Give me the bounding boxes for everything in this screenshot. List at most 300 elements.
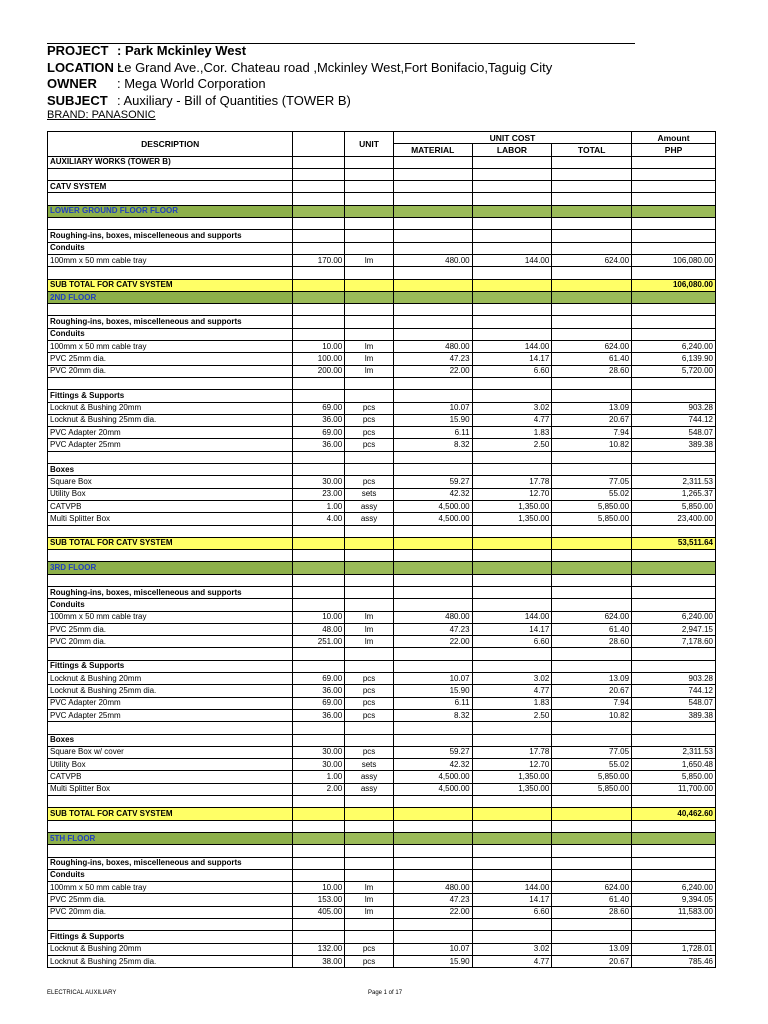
table-row	[48, 341, 716, 353]
cell-amount: 1,728.01	[632, 943, 716, 955]
cell-labor-cost	[472, 304, 552, 316]
cell-description: Multi Splitter Box	[48, 513, 293, 525]
owner-value: : Mega World Corporation	[117, 76, 266, 91]
cell-labor-cost	[472, 181, 552, 193]
cell-quantity	[293, 562, 345, 574]
cell-material-cost: 4,500.00	[393, 513, 472, 525]
cell-quantity: 1.00	[293, 771, 345, 783]
cell-description: Locknut & Bushing 20mm	[48, 943, 293, 955]
cell-labor-cost	[472, 328, 552, 340]
cell-total-cost: 5,850.00	[552, 500, 632, 512]
blank-row	[48, 919, 716, 931]
cell-unit	[345, 316, 394, 328]
subtotal-row	[48, 537, 716, 549]
cell-labor-cost	[472, 377, 552, 389]
cell-description: Locknut & Bushing 25mm dia.	[48, 955, 293, 967]
cell-quantity	[293, 377, 345, 389]
table-row	[48, 439, 716, 451]
table-row	[48, 402, 716, 414]
cell-material-cost: 4,500.00	[393, 500, 472, 512]
cell-description: CATVPB	[48, 500, 293, 512]
group-label-row	[48, 390, 716, 402]
cell-labor-cost	[472, 279, 552, 291]
cell-total-cost	[552, 279, 632, 291]
cell-labor-cost: 1.83	[472, 697, 552, 709]
cell-material-cost: 22.00	[393, 365, 472, 377]
cell-amount: 53,511.64	[632, 537, 716, 549]
cell-total-cost: 5,850.00	[552, 783, 632, 795]
cell-amount	[632, 242, 716, 254]
cell-labor-cost	[472, 316, 552, 328]
footer-page: Page 1 of 17	[368, 990, 403, 996]
cell-total-cost: 5,850.00	[552, 771, 632, 783]
cell-material-cost: 480.00	[393, 341, 472, 353]
cell-total-cost: 55.02	[552, 488, 632, 500]
cell-total-cost: 20.67	[552, 414, 632, 426]
cell-description: Fittings & Supports	[48, 390, 293, 402]
cell-amount	[632, 796, 716, 808]
group-label-row	[48, 599, 716, 611]
cell-total-cost: 77.05	[552, 746, 632, 758]
cell-material-cost	[393, 808, 472, 820]
cell-material-cost	[393, 451, 472, 463]
cell-amount: 6,240.00	[632, 341, 716, 353]
cell-material-cost	[393, 193, 472, 205]
cell-quantity	[293, 451, 345, 463]
group-label-row	[48, 316, 716, 328]
cell-description	[48, 796, 293, 808]
cell-description: PVC 20mm dia.	[48, 365, 293, 377]
cell-material-cost	[393, 820, 472, 832]
cell-labor-cost	[472, 931, 552, 943]
cell-labor-cost	[472, 660, 552, 672]
cell-labor-cost	[472, 845, 552, 857]
blank-row	[48, 377, 716, 389]
cell-unit: pcs	[345, 746, 394, 758]
cell-unit	[345, 586, 394, 598]
cell-material-cost	[393, 168, 472, 180]
cell-quantity	[293, 537, 345, 549]
cell-description: Conduits	[48, 242, 293, 254]
cell-material-cost: 22.00	[393, 906, 472, 918]
cell-material-cost: 10.07	[393, 943, 472, 955]
col-amount: Amount	[632, 132, 716, 144]
location-label: LOCATION :	[47, 59, 122, 75]
cell-unit	[345, 820, 394, 832]
cell-unit: pcs	[345, 439, 394, 451]
cell-total-cost: 13.09	[552, 673, 632, 685]
subject-label: SUBJECT	[47, 92, 108, 108]
cell-description	[48, 574, 293, 586]
cell-description: Square Box w/ cover	[48, 746, 293, 758]
table-row	[48, 254, 716, 266]
cell-quantity: 251.00	[293, 636, 345, 648]
cell-total-cost	[552, 230, 632, 242]
cell-labor-cost	[472, 869, 552, 881]
cell-total-cost	[552, 242, 632, 254]
cell-unit: pcs	[345, 697, 394, 709]
cell-labor-cost	[472, 525, 552, 537]
cell-amount: 744.12	[632, 685, 716, 697]
cell-description: PVC Adapter 25mm	[48, 709, 293, 721]
col-labor: LABOR	[472, 144, 552, 156]
table-row	[48, 513, 716, 525]
cell-labor-cost	[472, 242, 552, 254]
cell-total-cost: 61.40	[552, 894, 632, 906]
cell-unit: lm	[345, 636, 394, 648]
cell-total-cost	[552, 586, 632, 598]
cell-description: Roughing-ins, boxes, miscelleneous and supports	[48, 857, 293, 869]
cell-quantity: 69.00	[293, 402, 345, 414]
cell-description: 100mm x 50 mm cable tray	[48, 254, 293, 266]
cell-labor-cost: 1.83	[472, 427, 552, 439]
cell-amount: 5,850.00	[632, 500, 716, 512]
cell-amount: 11,700.00	[632, 783, 716, 795]
table-row	[48, 353, 716, 365]
table-row	[48, 906, 716, 918]
cell-material-cost: 42.32	[393, 488, 472, 500]
cell-quantity: 2.00	[293, 783, 345, 795]
cell-material-cost: 4,500.00	[393, 771, 472, 783]
cell-labor-cost	[472, 722, 552, 734]
cell-labor-cost	[472, 796, 552, 808]
cell-total-cost	[552, 390, 632, 402]
blank-row	[48, 168, 716, 180]
cell-unit	[345, 242, 394, 254]
cell-amount	[632, 218, 716, 230]
cell-labor-cost	[472, 230, 552, 242]
blank-row	[48, 451, 716, 463]
cell-description: Conduits	[48, 869, 293, 881]
cell-amount	[632, 869, 716, 881]
cell-quantity: 36.00	[293, 439, 345, 451]
blank-row	[48, 193, 716, 205]
cell-material-cost	[393, 525, 472, 537]
group-label-row	[48, 181, 716, 193]
cell-material-cost	[393, 832, 472, 844]
cell-labor-cost: 144.00	[472, 341, 552, 353]
cell-material-cost: 47.23	[393, 894, 472, 906]
cell-material-cost	[393, 648, 472, 660]
cell-description: Locknut & Bushing 25mm dia.	[48, 414, 293, 426]
cell-material-cost: 15.90	[393, 955, 472, 967]
blank-row	[48, 722, 716, 734]
cell-amount: 6,139.90	[632, 353, 716, 365]
cell-material-cost	[393, 464, 472, 476]
col-material: MATERIAL	[393, 144, 472, 156]
cell-total-cost	[552, 291, 632, 303]
cell-quantity: 200.00	[293, 365, 345, 377]
cell-material-cost	[393, 156, 472, 168]
cell-description: Utility Box	[48, 488, 293, 500]
cell-unit	[345, 537, 394, 549]
cell-amount: 2,947.15	[632, 623, 716, 635]
cell-unit	[345, 193, 394, 205]
cell-description: Multi Splitter Box	[48, 783, 293, 795]
cell-labor-cost: 3.02	[472, 402, 552, 414]
cell-description	[48, 193, 293, 205]
cell-total-cost	[552, 832, 632, 844]
table-row	[48, 746, 716, 758]
cell-description	[48, 304, 293, 316]
cell-unit: pcs	[345, 943, 394, 955]
project-line	[47, 43, 647, 60]
cell-unit	[345, 230, 394, 242]
bill-of-quantities-table	[47, 131, 716, 968]
cell-labor-cost	[472, 291, 552, 303]
cell-labor-cost	[472, 808, 552, 820]
cell-total-cost	[552, 525, 632, 537]
cell-total-cost	[552, 537, 632, 549]
cell-material-cost	[393, 205, 472, 217]
cell-unit: lm	[345, 611, 394, 623]
cell-quantity	[293, 734, 345, 746]
cell-material-cost	[393, 796, 472, 808]
cell-material-cost: 22.00	[393, 636, 472, 648]
cell-description: SUB TOTAL FOR CATV SYSTEM	[48, 808, 293, 820]
cell-description: PVC 25mm dia.	[48, 894, 293, 906]
cell-total-cost	[552, 205, 632, 217]
cell-quantity: 4.00	[293, 513, 345, 525]
cell-amount: 9,394.05	[632, 894, 716, 906]
cell-total-cost: 28.60	[552, 365, 632, 377]
cell-amount	[632, 586, 716, 598]
cell-description: Conduits	[48, 599, 293, 611]
cell-description: 100mm x 50 mm cable tray	[48, 611, 293, 623]
cell-amount	[632, 205, 716, 217]
blank-row	[48, 574, 716, 586]
cell-unit: lm	[345, 365, 394, 377]
group-label-row	[48, 857, 716, 869]
cell-labor-cost: 12.70	[472, 759, 552, 771]
cell-quantity	[293, 820, 345, 832]
subject-line	[47, 93, 647, 110]
cell-total-cost: 624.00	[552, 611, 632, 623]
cell-material-cost: 15.90	[393, 685, 472, 697]
cell-labor-cost	[472, 574, 552, 586]
cell-amount: 6,240.00	[632, 882, 716, 894]
cell-unit	[345, 451, 394, 463]
cell-material-cost	[393, 722, 472, 734]
cell-quantity	[293, 304, 345, 316]
col-php: PHP	[632, 144, 716, 156]
cell-description: CATV SYSTEM	[48, 181, 293, 193]
blank-row	[48, 820, 716, 832]
cell-total-cost	[552, 796, 632, 808]
cell-total-cost	[552, 168, 632, 180]
cell-amount: 40,462.60	[632, 808, 716, 820]
cell-description	[48, 267, 293, 279]
cell-material-cost	[393, 734, 472, 746]
cell-unit: pcs	[345, 414, 394, 426]
cell-description	[48, 377, 293, 389]
cell-labor-cost: 144.00	[472, 882, 552, 894]
cell-labor-cost	[472, 390, 552, 402]
cell-labor-cost	[472, 168, 552, 180]
cell-material-cost	[393, 660, 472, 672]
cell-material-cost	[393, 550, 472, 562]
cell-description: Locknut & Bushing 20mm	[48, 402, 293, 414]
document-header	[47, 40, 647, 122]
cell-unit	[345, 599, 394, 611]
cell-material-cost	[393, 537, 472, 549]
cell-labor-cost: 6.60	[472, 636, 552, 648]
cell-quantity	[293, 869, 345, 881]
cell-description: AUXILIARY WORKS (TOWER B)	[48, 156, 293, 168]
cell-total-cost	[552, 464, 632, 476]
cell-material-cost: 10.07	[393, 673, 472, 685]
cell-unit: sets	[345, 488, 394, 500]
cell-amount	[632, 181, 716, 193]
cell-description	[48, 919, 293, 931]
table-row	[48, 771, 716, 783]
cell-material-cost	[393, 574, 472, 586]
table-row	[48, 427, 716, 439]
cell-unit: lm	[345, 882, 394, 894]
cell-total-cost: 28.60	[552, 906, 632, 918]
cell-quantity: 23.00	[293, 488, 345, 500]
section-header-row	[48, 291, 716, 303]
col-quantity	[293, 132, 345, 157]
cell-total-cost	[552, 808, 632, 820]
cell-total-cost	[552, 931, 632, 943]
cell-total-cost	[552, 193, 632, 205]
cell-total-cost: 28.60	[552, 636, 632, 648]
table-body	[48, 156, 716, 968]
cell-unit	[345, 832, 394, 844]
cell-amount: 548.07	[632, 427, 716, 439]
blank-row	[48, 267, 716, 279]
cell-labor-cost	[472, 820, 552, 832]
cell-total-cost: 7.94	[552, 697, 632, 709]
cell-labor-cost: 3.02	[472, 673, 552, 685]
cell-description: Locknut & Bushing 25mm dia.	[48, 685, 293, 697]
table-row	[48, 697, 716, 709]
cell-material-cost: 15.90	[393, 414, 472, 426]
cell-description: Boxes	[48, 734, 293, 746]
cell-quantity: 36.00	[293, 709, 345, 721]
cell-material-cost	[393, 267, 472, 279]
cell-amount	[632, 193, 716, 205]
blank-row	[48, 218, 716, 230]
cell-description: 5TH FLOOR	[48, 832, 293, 844]
cell-amount: 23,400.00	[632, 513, 716, 525]
cell-description: PVC Adapter 20mm	[48, 697, 293, 709]
cell-quantity: 30.00	[293, 746, 345, 758]
cell-unit	[345, 218, 394, 230]
cell-material-cost: 480.00	[393, 254, 472, 266]
cell-quantity	[293, 316, 345, 328]
cell-quantity	[293, 291, 345, 303]
table-row	[48, 783, 716, 795]
group-label-row	[48, 660, 716, 672]
cell-unit: pcs	[345, 402, 394, 414]
cell-total-cost: 10.82	[552, 439, 632, 451]
cell-quantity: 69.00	[293, 673, 345, 685]
cell-labor-cost	[472, 218, 552, 230]
cell-labor-cost: 14.17	[472, 894, 552, 906]
cell-total-cost: 5,850.00	[552, 513, 632, 525]
cell-quantity: 36.00	[293, 685, 345, 697]
group-label-row	[48, 869, 716, 881]
cell-material-cost: 6.11	[393, 427, 472, 439]
cell-amount: 785.46	[632, 955, 716, 967]
cell-labor-cost: 6.60	[472, 906, 552, 918]
cell-unit: assy	[345, 771, 394, 783]
cell-amount: 7,178.60	[632, 636, 716, 648]
cell-total-cost	[552, 550, 632, 562]
cell-total-cost: 61.40	[552, 623, 632, 635]
cell-description	[48, 722, 293, 734]
cell-unit	[345, 464, 394, 476]
cell-quantity	[293, 279, 345, 291]
cell-labor-cost	[472, 919, 552, 931]
blank-row	[48, 550, 716, 562]
cell-unit: pcs	[345, 685, 394, 697]
owner-line	[47, 76, 647, 93]
cell-description	[48, 218, 293, 230]
cell-unit: lm	[345, 353, 394, 365]
cell-material-cost	[393, 599, 472, 611]
cell-amount	[632, 734, 716, 746]
cell-labor-cost: 14.17	[472, 353, 552, 365]
cell-total-cost	[552, 562, 632, 574]
cell-quantity	[293, 242, 345, 254]
cell-description	[48, 451, 293, 463]
cell-unit	[345, 734, 394, 746]
cell-labor-cost	[472, 857, 552, 869]
cell-material-cost	[393, 869, 472, 881]
cell-total-cost	[552, 648, 632, 660]
group-label-row	[48, 586, 716, 598]
cell-quantity	[293, 931, 345, 943]
cell-description: CATVPB	[48, 771, 293, 783]
cell-amount	[632, 156, 716, 168]
cell-labor-cost	[472, 451, 552, 463]
cell-total-cost	[552, 156, 632, 168]
cell-material-cost	[393, 304, 472, 316]
cell-labor-cost: 2.50	[472, 709, 552, 721]
table-row	[48, 673, 716, 685]
cell-unit: assy	[345, 513, 394, 525]
cell-quantity: 69.00	[293, 427, 345, 439]
cell-labor-cost	[472, 562, 552, 574]
table-row	[48, 685, 716, 697]
cell-labor-cost	[472, 537, 552, 549]
cell-description: Fittings & Supports	[48, 931, 293, 943]
cell-amount	[632, 919, 716, 931]
cell-description: Roughing-ins, boxes, miscelleneous and supports	[48, 316, 293, 328]
group-label-row	[48, 156, 716, 168]
cell-material-cost	[393, 291, 472, 303]
table-row	[48, 623, 716, 635]
cell-unit	[345, 722, 394, 734]
cell-amount	[632, 304, 716, 316]
cell-labor-cost	[472, 156, 552, 168]
cell-labor-cost: 6.60	[472, 365, 552, 377]
cell-total-cost: 13.09	[552, 943, 632, 955]
cell-labor-cost: 4.77	[472, 414, 552, 426]
table-row	[48, 709, 716, 721]
cell-unit	[345, 562, 394, 574]
cell-description: 3RD FLOOR	[48, 562, 293, 574]
cell-amount: 903.28	[632, 673, 716, 685]
cell-material-cost	[393, 857, 472, 869]
cell-total-cost	[552, 267, 632, 279]
cell-quantity	[293, 808, 345, 820]
cell-labor-cost: 144.00	[472, 254, 552, 266]
group-label-row	[48, 242, 716, 254]
